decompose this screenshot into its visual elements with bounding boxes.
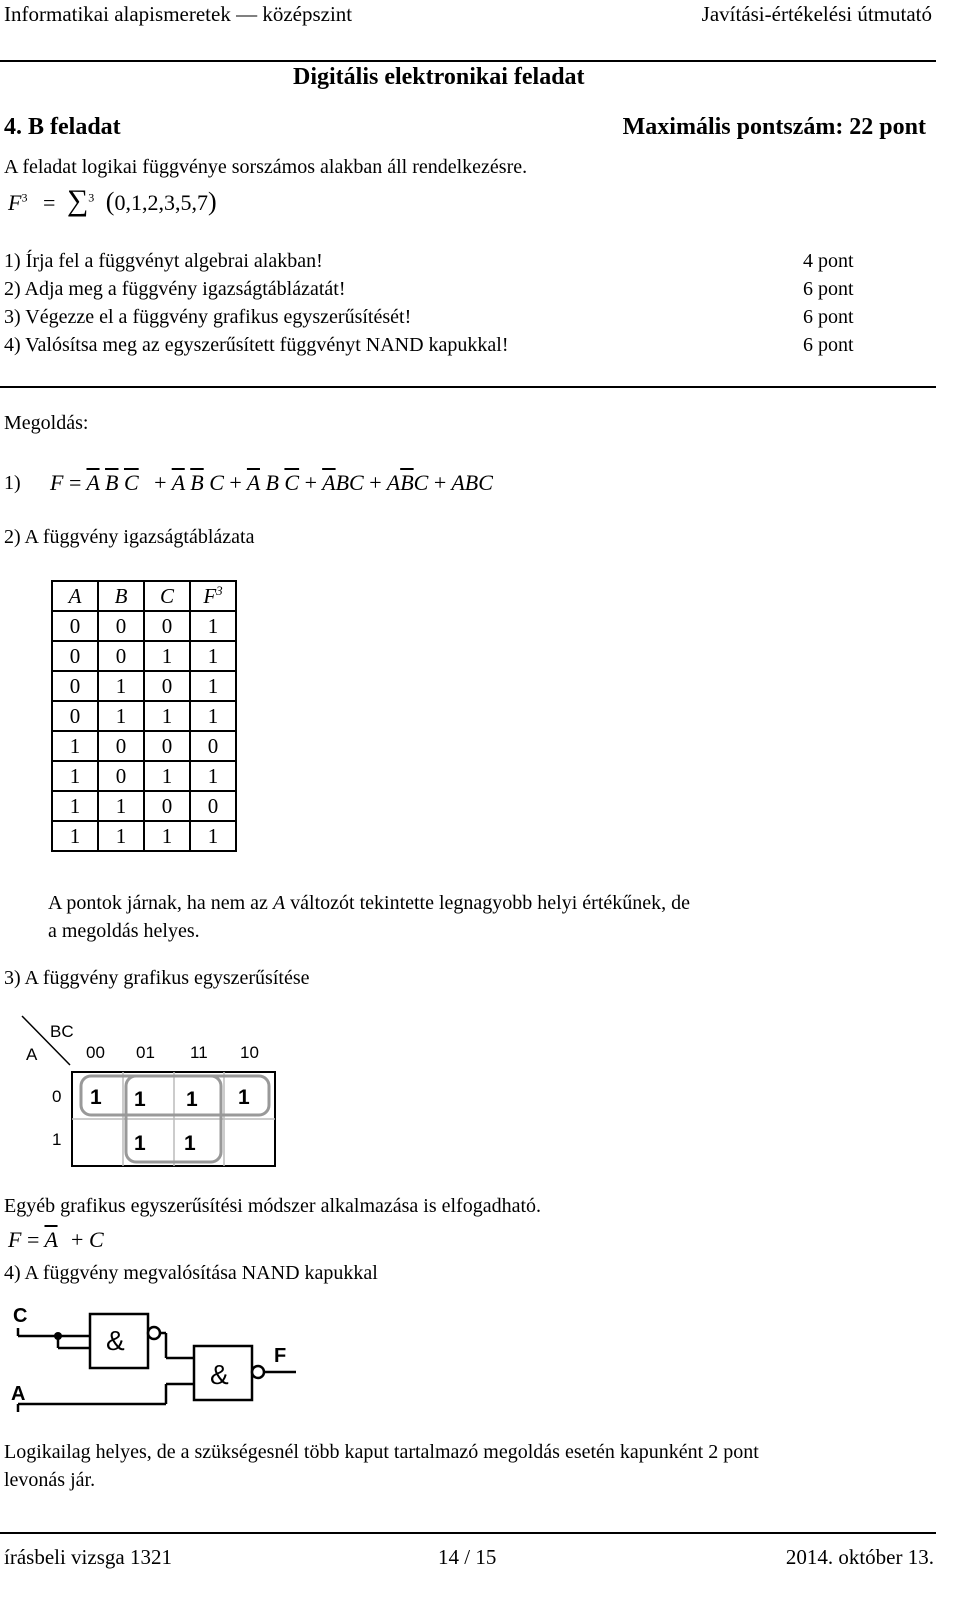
table-row: 0 1 0 1	[52, 671, 236, 701]
table-row: 0 0 0 1	[52, 611, 236, 641]
header-rule	[0, 60, 936, 62]
kmap-col-var: BC	[50, 1022, 74, 1041]
note3-line2: levonás jár.	[4, 1469, 96, 1491]
question-4: 4) Valósítsa meg az egyszerűsített függvényt NAND kapukkal!	[4, 334, 509, 356]
task-formula: $F^3 = \sum^3$ (0,1,2,3,5,7)	[8, 184, 217, 217]
kmap-cell: 1	[90, 1086, 102, 1109]
question-1: 1) Írja fel a függvényt algebrai alakban!	[4, 250, 323, 272]
kmap-col-label: 11	[190, 1043, 208, 1062]
note3-line1: Logikailag helyes, de a szükségesnél több kaput tartalmazó megoldás esetén kapunként 2 pont	[4, 1441, 759, 1463]
part4-title: 4) A függvény megvalósítása NAND kapukkal	[4, 1262, 378, 1284]
table-row: 1 0 0 0	[52, 731, 236, 761]
solution-label: Megoldás:	[4, 412, 89, 434]
kmap-col-label: 01	[136, 1043, 155, 1062]
formula-lhs: F	[8, 190, 22, 215]
table-row: 1 0 1 1	[52, 761, 236, 791]
task-intro: A feladat logikai függvénye sorszámos alakban áll rendelkezésre.	[4, 156, 528, 178]
part3-title: 3) A függvény grafikus egyszerűsítése	[4, 967, 310, 989]
part1-label: 1)	[4, 472, 21, 494]
kmap-cell: 1	[186, 1088, 198, 1111]
header-right: Javítási-értékelési útmutató	[701, 2, 932, 26]
footer-right: 2014. október 13.	[785, 1545, 934, 1569]
note1-line1: A pontok járnak, ha nem az A változót tekintette legnagyobb helyi értékűnek, de	[48, 892, 691, 914]
table-row: 0 1 1 1	[52, 701, 236, 731]
table-row: 1 1 0 0	[52, 791, 236, 821]
section-rule	[0, 386, 936, 388]
question-2-points: 6 pont	[803, 278, 854, 300]
kmap-cell: 1	[184, 1132, 196, 1155]
output-f-label: F	[274, 1345, 287, 1367]
kmap-cell: 1	[134, 1088, 146, 1111]
kmap-row-label: 1	[52, 1130, 62, 1149]
gate-2-symbol: &	[210, 1359, 229, 1390]
table-row: 1 1 1 1	[52, 821, 236, 851]
note1-line2: a megoldás helyes.	[48, 920, 200, 942]
col-b: B	[98, 581, 144, 611]
kmap-cell: 1	[238, 1086, 250, 1109]
note2: Egyéb grafikus egyszerűsítési módszer alkalmazása is elfogadható.	[4, 1195, 542, 1217]
sum-icon: ∑	[66, 184, 89, 217]
kmap-row-var: A	[26, 1045, 38, 1064]
inverter-bubble	[252, 1366, 264, 1378]
task-label: 4. B feladat	[4, 114, 121, 140]
truth-table-header	[52, 581, 236, 611]
section-title: Digitális elektronikai feladat	[293, 64, 585, 90]
question-3-points: 6 pont	[803, 306, 854, 328]
karnaugh-map	[10, 1010, 290, 1175]
formula-sup: 3	[21, 190, 28, 205]
input-c-label: C	[13, 1305, 28, 1327]
formula-sum-sup: 3	[88, 190, 95, 205]
col-f: $F^3$	[190, 581, 236, 611]
col-c: C	[144, 581, 190, 611]
simplified-formula: $F = \overline{A} + C$	[8, 1227, 104, 1252]
kmap-cell: 1	[134, 1132, 146, 1155]
header-left: Informatikai alapismeretek — középszint	[4, 2, 353, 26]
footer-rule	[0, 1532, 936, 1534]
part2-title: 2) A függvény igazságtáblázata	[4, 526, 255, 548]
table-row: 0 0 1 1	[52, 641, 236, 671]
nand-circuit	[6, 1300, 316, 1425]
question-4-points: 6 pont	[803, 334, 854, 356]
question-3: 3) Végezze el a függvény grafikus egyszerűsítését!	[4, 306, 412, 328]
algebraic-formula: $F = \overline{A}$ $\overline{B}$ $\overline{C} + \overline{A}$ $\overline{B}$ $C + \overline{A}$ B $\overline{C} + \overline{A}BC + A\overline{B}C$ + ABC	[50, 470, 493, 495]
truth-table	[51, 580, 237, 852]
gate-1-symbol: &	[106, 1325, 125, 1356]
footer-center: 14 / 15	[438, 1545, 497, 1569]
footer-left: írásbeli vizsga 1321	[4, 1545, 172, 1569]
kmap-col-label: 00	[86, 1043, 105, 1062]
kmap-col-label: 10	[240, 1043, 259, 1062]
question-2: 2) Adja meg a függvény igazságtáblázatát!	[4, 278, 346, 300]
input-a-label: A	[11, 1383, 26, 1405]
question-1-points: 4 pont	[803, 250, 854, 272]
inverter-bubble	[148, 1327, 160, 1339]
kmap-row-label: 0	[52, 1087, 62, 1106]
max-points: Maximális pontszám: 22 pont	[622, 114, 926, 140]
formula-args: 0,1,2,3,5,7	[114, 190, 208, 215]
col-a: A	[52, 581, 98, 611]
